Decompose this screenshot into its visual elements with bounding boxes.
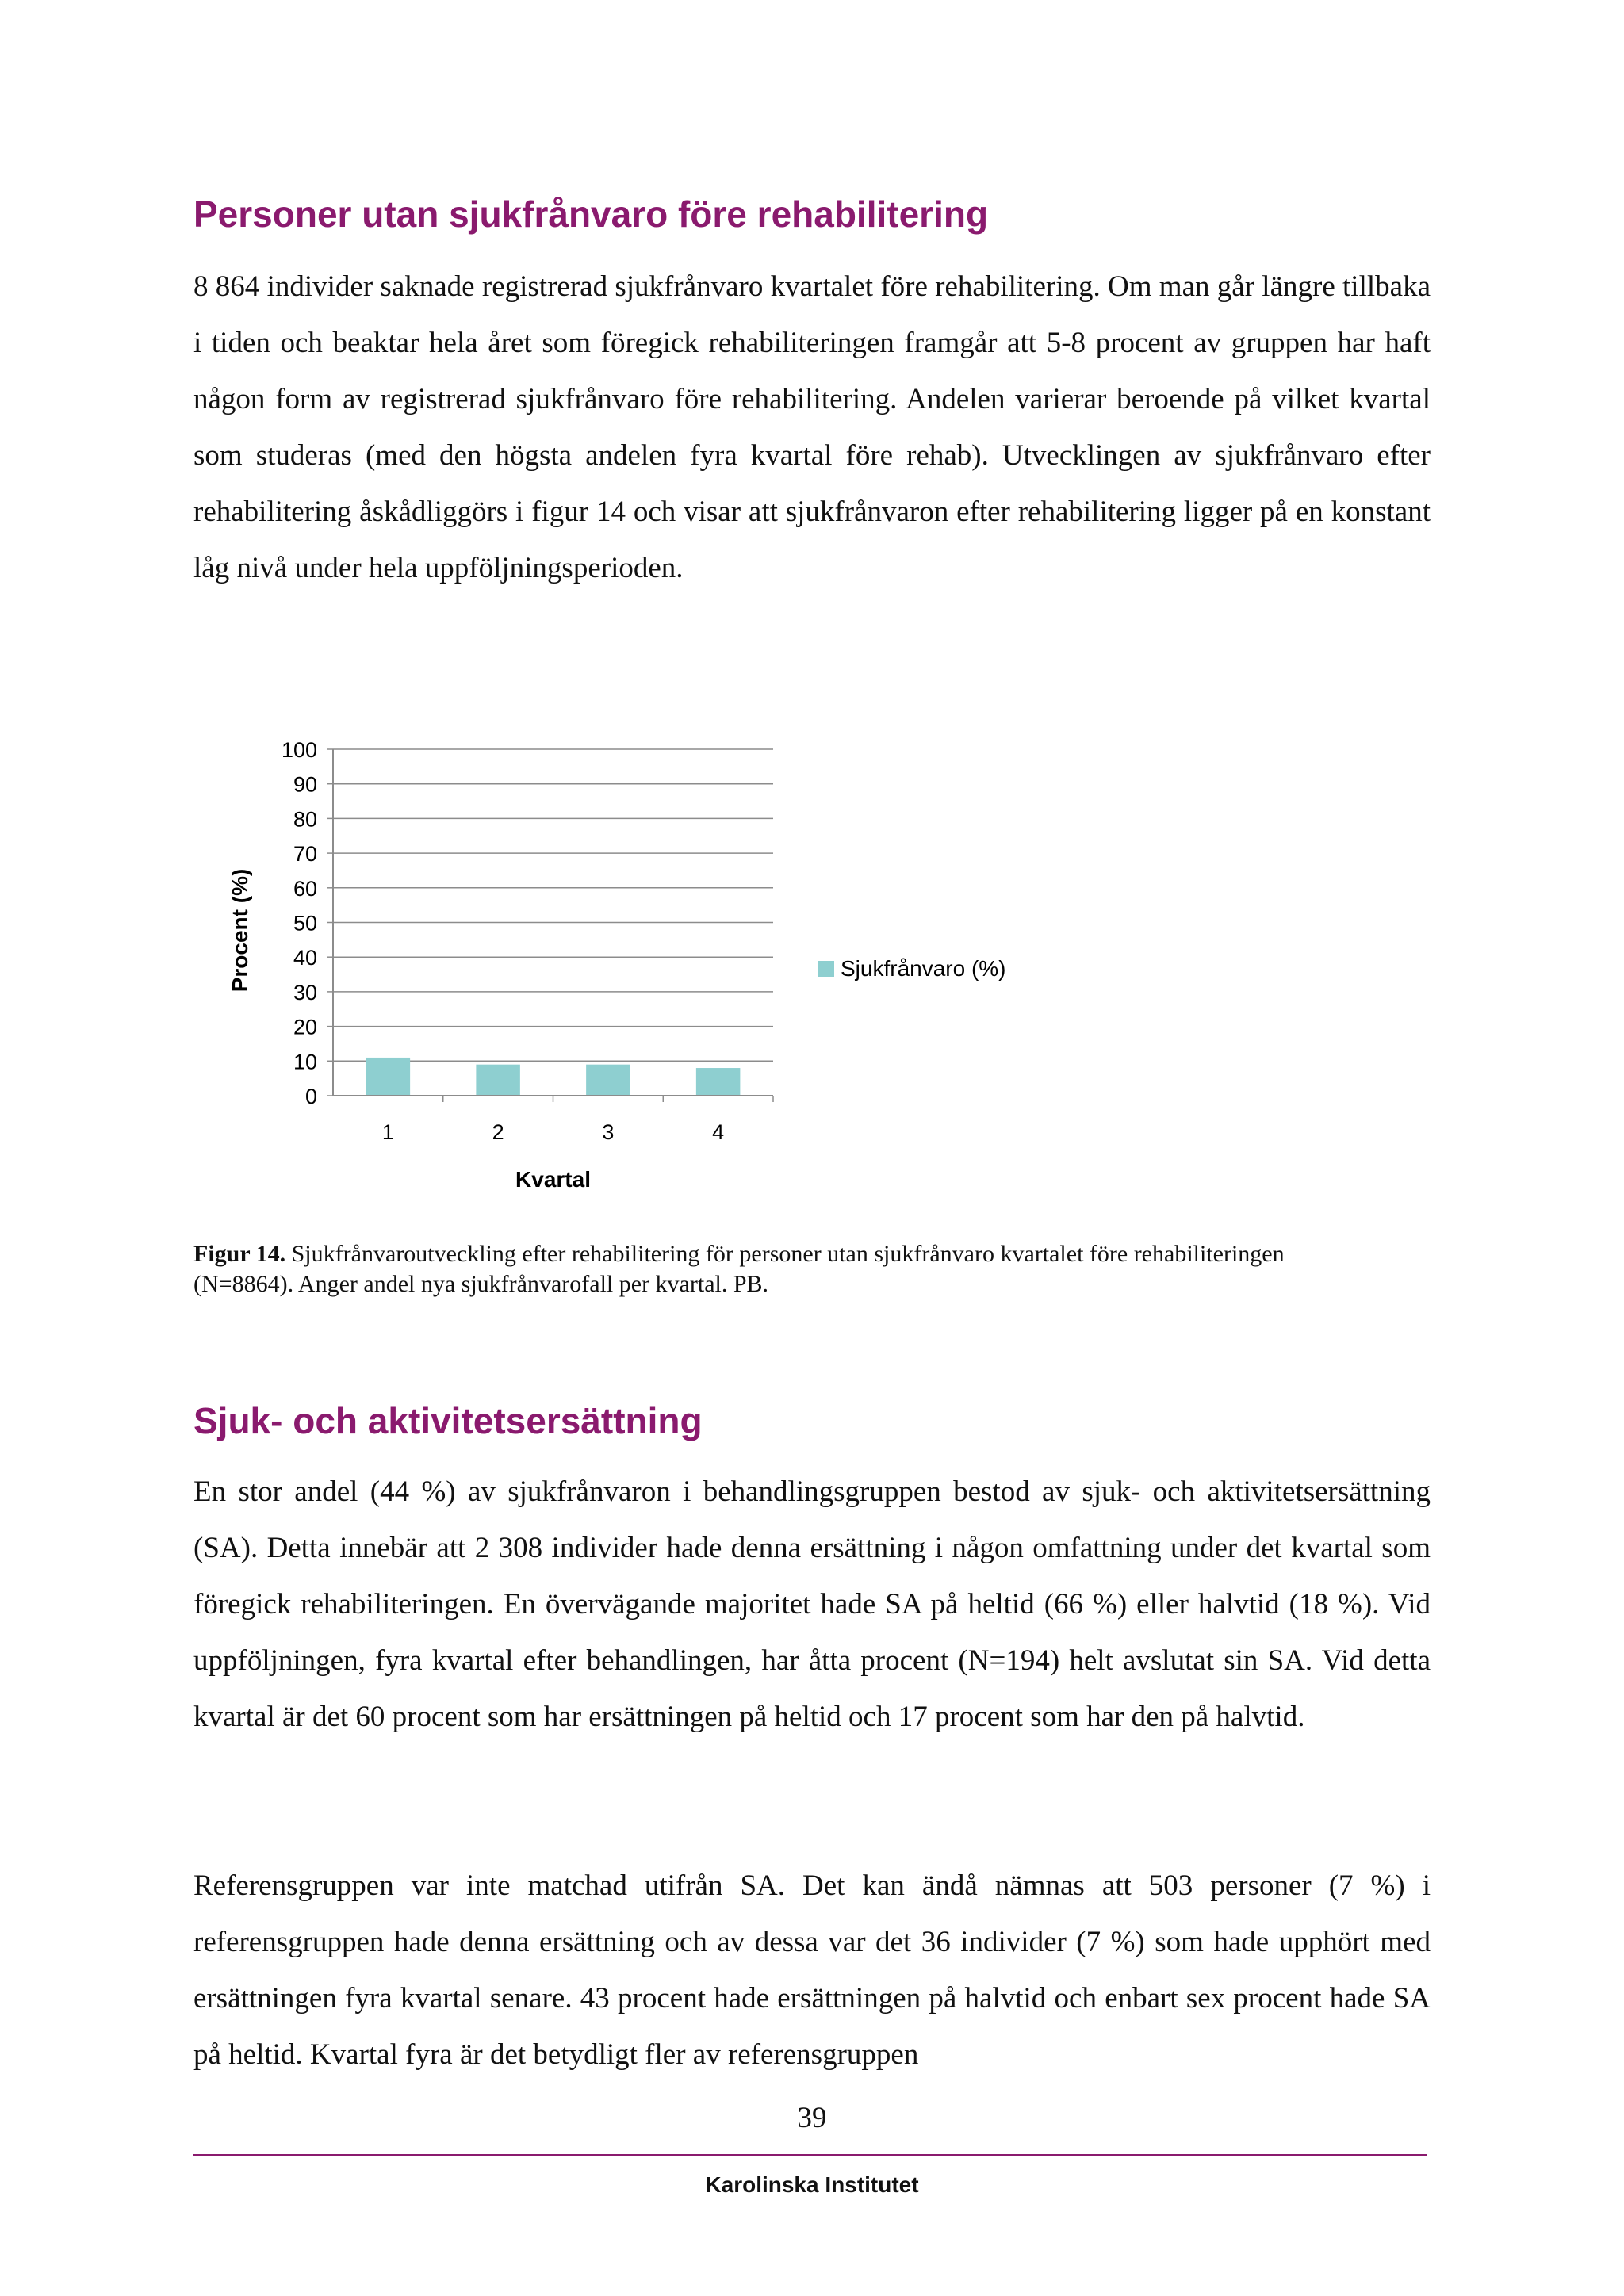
y-tick-label: 100 xyxy=(281,738,317,762)
chart-y-axis-label: Procent (%) xyxy=(228,868,252,993)
chart-legend-label: Sjukfrånvaro (%) xyxy=(841,956,1006,981)
y-tick-label: 10 xyxy=(293,1050,317,1074)
y-tick-label: 50 xyxy=(293,911,317,936)
x-tick-label: 3 xyxy=(602,1120,615,1144)
paragraph-activity-compensation-1: En stor andel (44 %) av sjukfrånvaron i behandlingsgruppen bestod av sjuk- och aktivitetsersättning (SA). Detta innebär att 2 308 individer hade denna ersättning i någon omfattning under det kvartal som föregick rehabiliteringen. En övervägande majoritet hade SA på heltid (66 %) eller halvtid (18 %). Vid uppföljningen, fyra kvartal efter behandlingen, har åtta procent (N=194) helt avslutat sin SA. Vid detta kvartal är det 60 procent som har ersättningen på heltid och 17 procent som har den på halvtid. xyxy=(193,1475,1431,1733)
bar-2 xyxy=(476,1065,520,1096)
y-tick-label: 20 xyxy=(293,1015,317,1039)
x-tick-label: 1 xyxy=(381,1120,394,1144)
figure-caption-label: Figur 14. xyxy=(193,1241,286,1267)
y-tick-label: 80 xyxy=(293,807,317,832)
chart-gridlines xyxy=(327,749,773,1096)
chart-x-ticks xyxy=(382,1096,773,1144)
bar-chart xyxy=(214,725,1126,1201)
y-tick-label: 0 xyxy=(304,1085,317,1108)
chart-bars xyxy=(366,1058,741,1096)
chart-y-ticks xyxy=(282,738,317,1108)
y-tick-label: 70 xyxy=(293,842,317,867)
chart-legend-swatch xyxy=(818,961,834,977)
y-tick-label: 30 xyxy=(293,980,317,1004)
paragraph-sickness-absence: 8 864 individer saknade registrerad sjukfrånvaro kvartalet före rehabilitering. Om man går längre tillbaka i tiden och beaktar hela året som föregick rehabiliteringen framgår att 5-8 procent av gruppen har haft någon form av registrerad sjukfrånvaro före rehabilitering. Andelen varierar beroende på vilket kvartal som studeras (med den högsta andelen fyra kvartal före rehab). Utvecklingen av sjukfrånvaro efter rehabilitering åskådliggörs i figur 14 och visar att sjukfrånvaron efter rehabilitering ligger på en konstant låg nivå under hela uppföljningsperioden. xyxy=(193,270,1431,584)
x-tick-label: 4 xyxy=(712,1120,725,1144)
bar-1 xyxy=(366,1058,411,1096)
y-tick-label: 90 xyxy=(293,772,317,797)
figure-caption-text: Sjukfrånvaroutveckling efter rehabilitering för personer utan sjukfrånvaro kvartalet före rehabiliteringen (N=8864). Anger andel nya sjukfrånvarofall per kvartal. PB. xyxy=(193,1241,1285,1297)
section-heading-activity-compensation: Sjuk- och aktivitetsersättning xyxy=(193,1400,703,1441)
paragraph-activity-compensation-2: Referensgruppen var inte matchad utifrån SA. Det kan ändå nämnas att 503 personer (7 %) i referensgruppen hade denna ersättning och av dessa var det 36 individer (7 %) som hade upphört med ersättningen fyra kvartal senare. 43 procent hade ersättningen på halvtid och enbart sex procent hade SA på heltid. Kvartal fyra är det betydligt fler av referensgruppen xyxy=(193,1869,1431,2071)
bar-4 xyxy=(696,1068,741,1096)
footer-institution: Karolinska Institutet xyxy=(705,2172,919,2197)
chart-x-axis-label: Kvartal xyxy=(515,1167,591,1192)
section-heading-sickness-absence: Personer utan sjukfrånvaro före rehabilitering xyxy=(193,193,989,235)
x-tick-label: 2 xyxy=(492,1120,504,1144)
figure-caption xyxy=(193,1239,1304,1299)
y-tick-label: 60 xyxy=(293,876,317,901)
bar-3 xyxy=(586,1065,630,1096)
page-number: 39 xyxy=(797,2102,827,2134)
footer-divider xyxy=(193,2154,1427,2156)
y-tick-label: 40 xyxy=(293,946,317,970)
